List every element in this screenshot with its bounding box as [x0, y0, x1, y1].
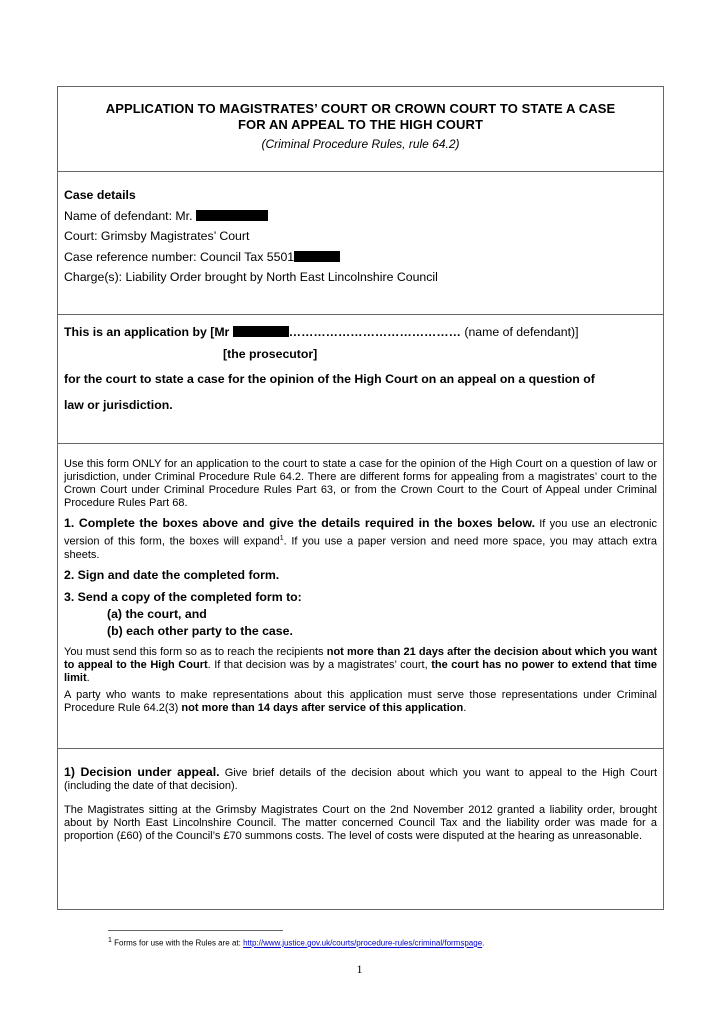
footnote-mark: 1 [108, 937, 112, 944]
redaction-bar [294, 251, 340, 262]
page-number: 1 [356, 962, 363, 976]
court-field: Court: Grimsby Magistrates’ Court [64, 229, 250, 243]
step-1 [64, 514, 657, 562]
form-header [58, 87, 663, 172]
purpose-line2: law or jurisdiction. [64, 398, 173, 412]
step-1-text-b: . If you use a paper version and need more space, you may attach extra sheets. [64, 535, 657, 561]
step-1-text-a: If you use an electronic version of this form, the boxes will expand [64, 518, 657, 548]
defendant-name-field [64, 206, 657, 227]
footnote-text: Forms for use with the Rules are at: [111, 938, 244, 948]
form-title-line1: APPLICATION TO MAGISTRATES’ COURT OR CROWN COURT TO STATE A CASE [105, 101, 616, 116]
decision-heading: 1) Decision under appeal. [64, 765, 220, 779]
decision-prompt [64, 766, 657, 793]
purpose-line1: for the court to state a case for the opinion of the High Court on an appeal on a question of [64, 372, 595, 386]
application-by-section [58, 315, 663, 444]
deadline-notice [64, 646, 657, 685]
step-3a: (a) the court, and [107, 606, 207, 621]
applicant-line [64, 323, 657, 341]
instructions-section [58, 444, 663, 749]
case-details-heading: Case details [64, 188, 136, 202]
deadline-bold: the court has no power to extend that time limit [64, 658, 658, 684]
case-details-section [58, 172, 663, 315]
deadline-bold: not more than 21 days after the decision about which you want to appeal to the High Court [64, 645, 657, 671]
applicant-name-hint: (name of defendant)] [464, 325, 579, 339]
prosecutor-option: [the prosecutor] [223, 347, 318, 361]
application-purpose [64, 366, 657, 418]
applicant-dots: …………………………………… [288, 325, 461, 339]
form-title-line2: FOR AN APPEAL TO THE HIGH COURT [237, 117, 484, 132]
forms-link[interactable]: http://www.justice.gov.uk/courts/procedure-rules/criminal/formspage [243, 938, 483, 948]
representations-text: . [463, 701, 467, 714]
redaction-bar [233, 326, 289, 337]
decision-body[interactable]: The Magistrates sitting at the Grimsby Magistrates Court on the 2nd November 2012 granted a liability order, brought about by North East Lincolnshire Council. The matter concerned Council Tax and the liability order was made for a proportion (£60) of the Council’s £70 summons costs. The level of costs were disputed at the hearing as unreasonable. [64, 804, 657, 842]
charges-field: Charge(s): Liability Order brought by North East Lincolnshire Council [64, 270, 438, 284]
applicant-prefix: This is an application by [Mr [64, 325, 230, 339]
application-form [57, 86, 664, 910]
representations-bold: not more than 14 days after service of this application [181, 701, 464, 714]
redaction-bar [196, 210, 268, 221]
footnote-ref: 1 [279, 535, 284, 542]
decision-section [58, 749, 663, 909]
deadline-text: . If that decision was by a magistrates’ court, [207, 658, 432, 671]
case-reference-field [64, 247, 657, 268]
step-3: 3. Send a copy of the completed form to: [64, 589, 302, 604]
footnote [108, 937, 484, 948]
defendant-name-label: Name of defendant: Mr. [64, 208, 193, 223]
deadline-text: You must send this form so as to reach the recipients [64, 645, 327, 658]
case-reference-label: Case reference number: Council Tax 5501 [64, 249, 295, 264]
step-3b: (b) each other party to the case. [107, 623, 293, 638]
footnote-divider [108, 930, 283, 931]
representations-notice [64, 689, 657, 715]
footnote-end: . [482, 938, 485, 948]
decision-prompt-text: Give brief details of the decision about which you want to appeal to the High Court (including the date of that decision). [64, 767, 658, 792]
representations-text: A party who wants to make representations about this application must serve those representations under Criminal Procedure Rule 64.2(3) [64, 688, 657, 714]
step-1-heading: 1. Complete the boxes above and give the details required in the boxes below. [64, 516, 536, 530]
deadline-text: . [86, 671, 90, 684]
form-subtitle: (Criminal Procedure Rules, rule 64.2) [261, 137, 460, 151]
step-2: 2. Sign and date the completed form. [64, 567, 280, 582]
instructions-intro: Use this form ONLY for an application to the court to state a case for the opinion of the High Court on a question of law or jurisdiction, under Criminal Procedure Rule 64.2. There are different forms for appealing from a magistrates’ court to the Crown Court under Criminal Procedure Rules Part 63, or from the Crown Court to the Court of Appeal under Criminal Procedure Rules Part 68. [64, 458, 657, 509]
